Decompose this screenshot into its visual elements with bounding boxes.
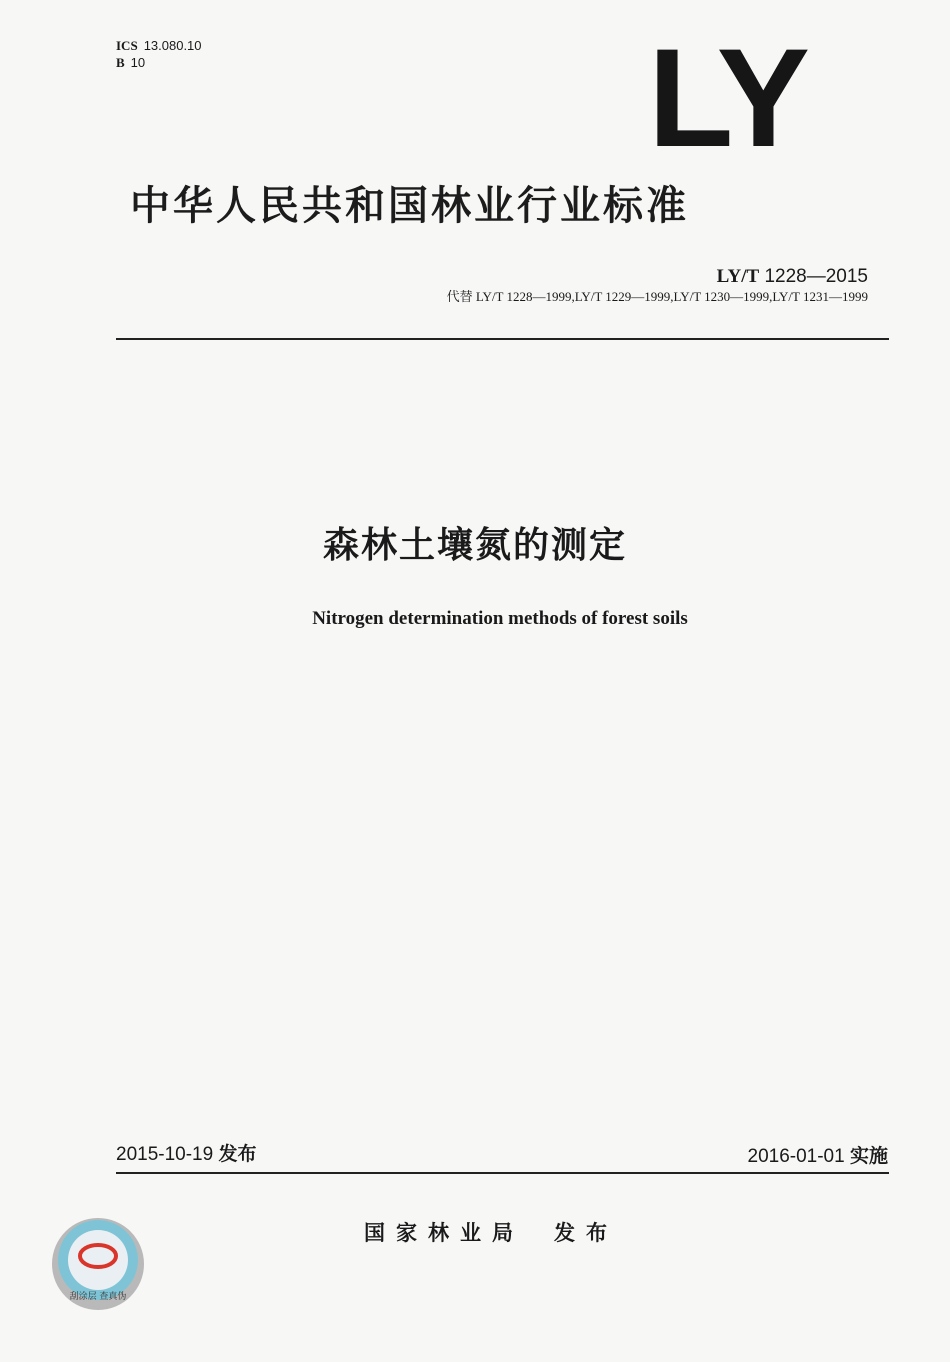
ics-line: [116, 37, 202, 54]
ics-value: 13.080.10: [143, 38, 202, 53]
classification-codes: [116, 37, 202, 71]
implementation-label: 实施: [849, 1145, 888, 1167]
ccs-label: B: [116, 55, 125, 70]
title-chinese: 森林土壤氮的测定: [322, 525, 627, 566]
ccs-value: 10: [130, 55, 146, 70]
seal-text: 刮涂层 查真伪: [69, 1292, 127, 1302]
release-date-value: 2015-10-19: [116, 1144, 214, 1165]
release-label: 发布: [218, 1143, 257, 1165]
title-english: Nitrogen determination methods of forest soils: [312, 608, 688, 629]
release-date: [116, 1141, 257, 1168]
ics-label: ICS: [116, 38, 138, 53]
ly-logo: LY: [648, 19, 807, 176]
top-divider: [116, 338, 889, 340]
ccs-line: [116, 54, 202, 71]
standard-category: 中华人民共和国林业行业标准: [130, 183, 689, 229]
standard-number-prefix: LY/T: [716, 266, 760, 287]
issuer-action: 发布: [554, 1221, 618, 1245]
anti-counterfeit-seal-icon: [50, 1216, 146, 1312]
issuer: [364, 1218, 618, 1248]
standard-number: [717, 264, 868, 290]
standard-number-value: 1228—2015: [764, 266, 868, 287]
implementation-date-value: 2016-01-01: [747, 1146, 845, 1167]
issuer-name: 国家林业局: [364, 1221, 524, 1245]
seal-inner: [68, 1230, 128, 1290]
bottom-divider: [116, 1172, 889, 1174]
implementation-date: [748, 1143, 889, 1170]
replaces-standards: 代替 LY/T 1228—1999,LY/T 1229—1999,LY/T 1230—1999,LY/T 1231—1999: [446, 289, 868, 304]
